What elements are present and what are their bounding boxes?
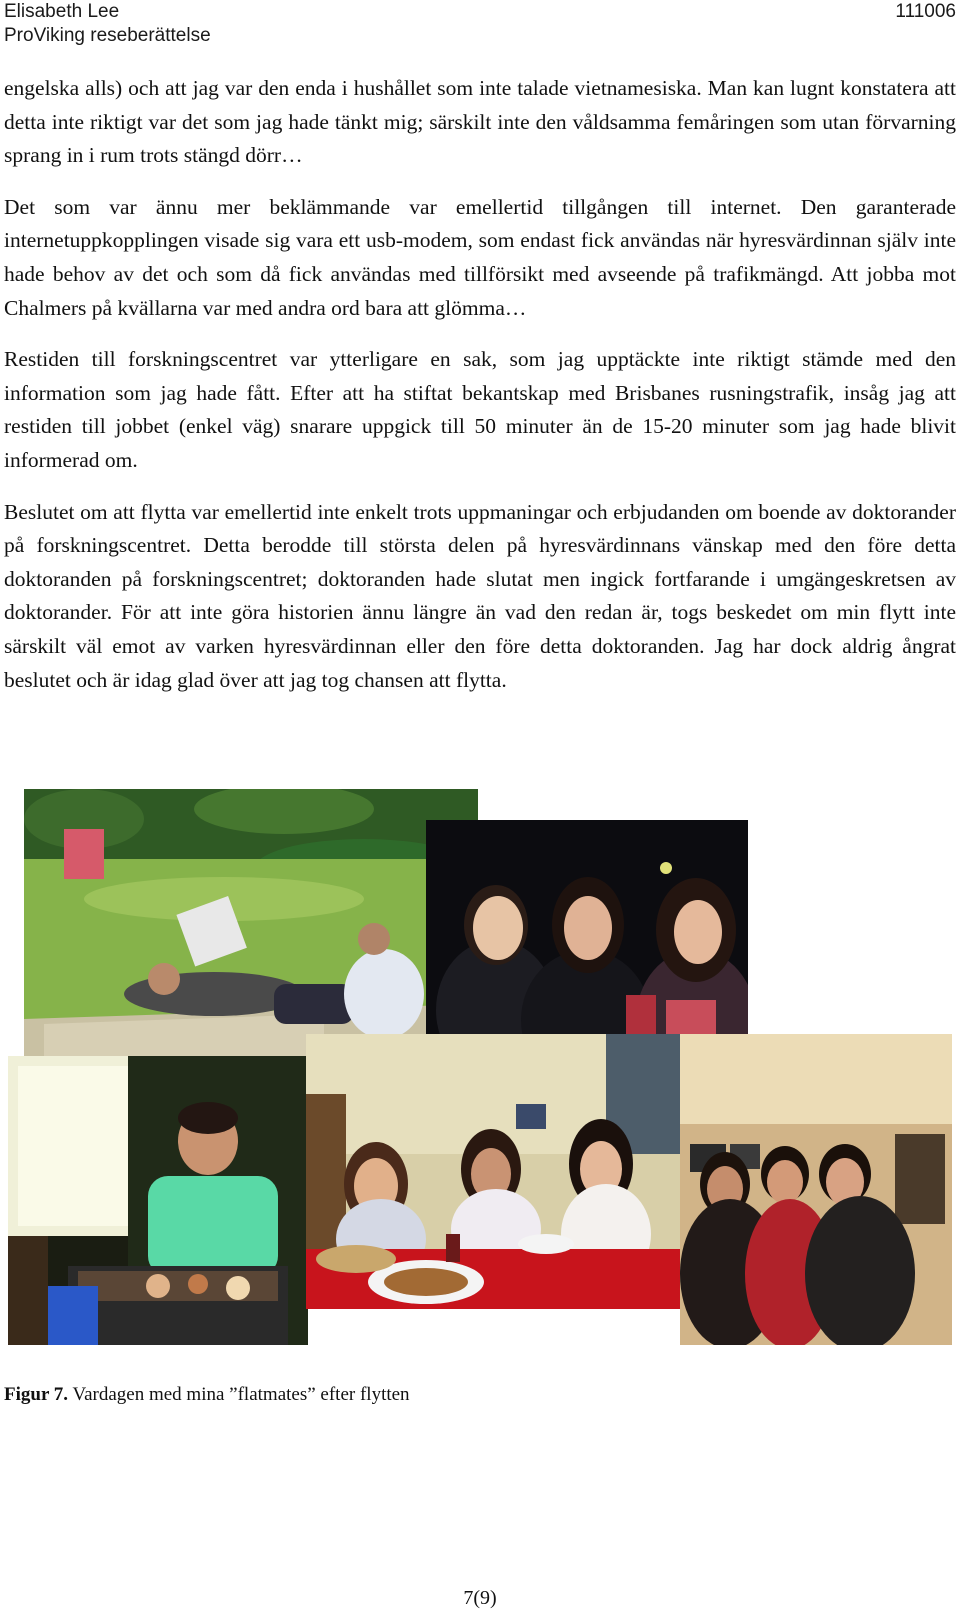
author-name: Elisabeth Lee bbox=[4, 1, 120, 22]
header-left bbox=[4, 0, 211, 48]
photo-three-friends bbox=[426, 820, 748, 1061]
document-title: ProViking reseberättelse bbox=[4, 25, 211, 46]
document-number: 111006 bbox=[895, 1, 956, 22]
paragraph: Det som var ännu mer beklämmande var emellertid tillgången till internet. Den garanterade internetuppkopplingen visade sig vara ett usb-modem, som endast fick användas när hyresvärdinnan själv inte hade behov av det och som då fick användas med tillförsikt med avseende på trafikmängd. Att jobba mot Chalmers på kvällarna var med andra ord bara att glömma… bbox=[4, 194, 956, 320]
figure-caption bbox=[4, 1384, 410, 1406]
paragraph: engelska alls) och att jag var den enda i hushållet som inte talade vietnamesiska. Man kan lugnt konstatera att detta inte riktigt var det som jag hade tänkt mig; särskilt inte den våldsamma femåringen som utan förvarning sprang in i rum trots stängd dörr… bbox=[4, 76, 956, 168]
photo-dinner bbox=[306, 1034, 680, 1309]
photo-barbecue bbox=[8, 1056, 308, 1345]
paragraph: Restiden till forskningscentret var ytterligare en sak, som jag upptäckte inte riktigt stämde med den information som jag hade fått. Efter att ha stiftat bekantskap med Brisbanes rusningstrafik, insåg jag att restiden till jobbet (enkel väg) snarare uppgick till 50 minuter än de 15-20 minuter som jag hade blivit informerad om. bbox=[4, 347, 956, 472]
body-text bbox=[4, 72, 956, 715]
figure-label: Figur 7. bbox=[4, 1384, 69, 1405]
paragraph: Beslutet om att flytta var emellertid inte enkelt trots uppmaningar och erbjudanden om boende av doktorander på forskningscentret. Detta berodde till största delen på hyresvärdinnans vänskap med den före detta doktoranden på forskningscentret; doktoranden hade slutat men ingick fortfarande i umgängeskretsen av doktorander. För att inte göra historien ännu längre än vad den redan är, togs beskedet om min flytt inte särskilt väl emot av varken hyresvärdinnan eller den före detta doktoranden. Jag har dock aldrig ångrat beslutet och är idag glad över att jag tog chansen att flytta. bbox=[4, 499, 956, 692]
photo-park-picnic bbox=[24, 789, 478, 1062]
photo-group bbox=[680, 1034, 952, 1345]
page-number: 7(9) bbox=[463, 1587, 497, 1609]
figure-text: Vardagen med mina ”flatmates” efter flytten bbox=[72, 1384, 410, 1405]
